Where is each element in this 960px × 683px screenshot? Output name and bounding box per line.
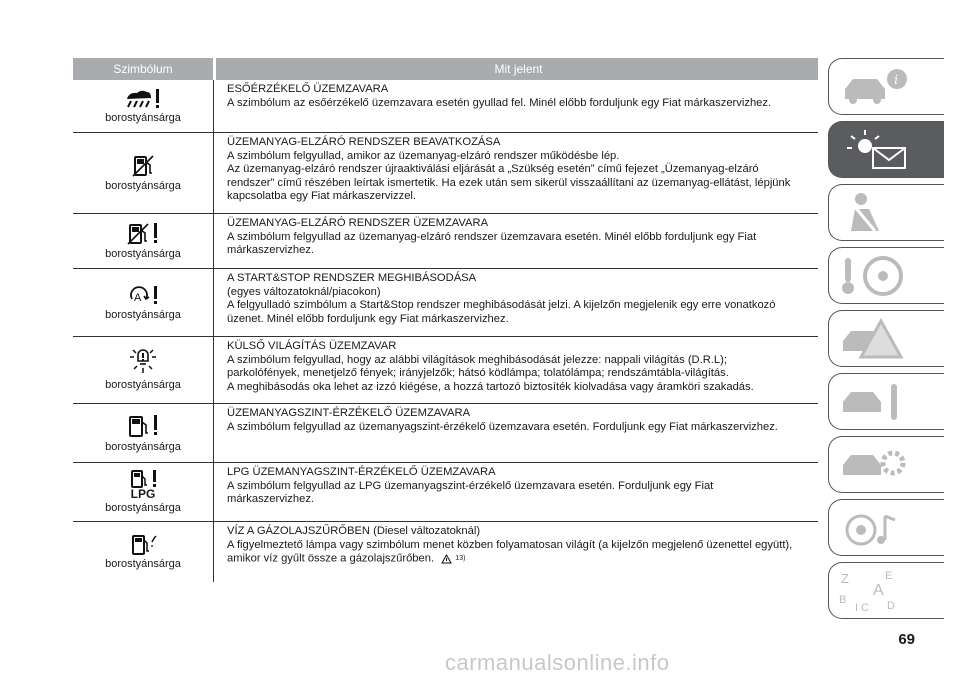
emergency-icon (839, 317, 919, 361)
fuel-level-sensor-fault-icon (126, 413, 160, 439)
warning-triangle-icon (441, 554, 452, 564)
row-title: KÜLSŐ VILÁGÍTÁS ÜZEMZAVAR (227, 340, 397, 352)
header-meaning: Mit jelent (219, 58, 818, 80)
svg-text:A: A (134, 291, 142, 304)
svg-text:Z: Z (841, 571, 849, 586)
table-row (73, 80, 818, 133)
table-row (73, 522, 818, 582)
row-text: márkaszervizhez. (227, 493, 315, 505)
lpg-fuel-level-sensor-fault-icon (127, 470, 159, 488)
row-text: rendszer” című részében leírtak ismertetik. Ha ezek után sem sikerül visszaállítani az üzemanyag-ellátást, lépjünk (227, 176, 791, 189)
warning-lights-icon (839, 128, 919, 172)
table-row (73, 337, 818, 404)
row-text: A figyelmeztető lámpa vagy szimbólum menet közben folyamatosan világít (a kijelzőn megjelenő üzenettel együtt), (227, 538, 793, 551)
row-title: ÜZEMANYAG-ELZÁRÓ RENDSZER BEAVATKOZÁSA (227, 136, 501, 148)
tab-multimedia[interactable] (828, 499, 944, 556)
row-text: A szimbólum felgyullad az üzemanyag-elzáró rendszer üzemzavara esetén. Minél előbb forduljunk egy Fiat (227, 230, 757, 243)
row-text: parkolófények, menetjelző fények; irányjelzők; hátsó ködlámpa; tolatólámpa; rendszámtábla-világítás. (227, 367, 729, 379)
color-label: borostyánsárga (105, 248, 181, 260)
color-label: borostyánsárga (105, 112, 181, 124)
row-title: A START&STOP RENDSZER MEGHIBÁSODÁSA (227, 272, 477, 284)
water-in-diesel-filter-icon (128, 534, 158, 556)
row-title: ÜZEMANYAGSZINT-ÉRZÉKELŐ ÜZEMZAVARA (227, 407, 471, 419)
tab-technical-data[interactable] (828, 436, 944, 493)
row-text: üzenet. Minél előbb forduljunk egy Fiat márkaszervizhez. (227, 312, 509, 325)
lpg-icon-text: LPG (130, 487, 156, 501)
row-text: kapcsolatba egy Fiat márkaszervizzel. (227, 190, 417, 202)
svg-text:A: A (873, 582, 884, 599)
fuel-cutoff-icon (131, 154, 155, 178)
page-number: 69 (898, 631, 915, 648)
tab-maintenance[interactable] (828, 373, 944, 430)
color-label: borostyánsárga (105, 502, 181, 514)
row-text: A felgyulladó szimbólum a Start&Stop rendszer meghibásodását jelzi. A kijelzőn megjelenik egy erre vonatkozó (227, 299, 776, 311)
row-text: A meghibásodás oka lehet az izzó kiégése, a hozzá tartozó biztosíték kiolvadása vagy áramköri szakadás. (227, 380, 754, 393)
tab-index[interactable] (828, 562, 944, 619)
exterior-light-fault-icon (128, 349, 158, 377)
footnote-ref: 13) (455, 555, 466, 562)
row-title: ÜZEMANYAG-ELZÁRÓ RENDSZER ÜZEMZAVARA (227, 217, 489, 229)
maintenance-icon (839, 380, 919, 424)
row-text: A szimbólum felgyullad az üzemanyagszint-érzékelő üzemzavara esetén. Forduljunk egy Fiat márkaszervizhez. (227, 420, 778, 433)
svg-text:E: E (885, 570, 893, 582)
header-symbol: Szimbólum (113, 62, 173, 76)
row-text: Az üzemanyag-elzáró rendszer újraaktiválási eljárását a „Szükség esetén” című fejezet „Üzemanyag-elzáró (227, 163, 759, 175)
row-text: A szimbólum felgyullad, amikor az üzemanyag-elzáró rendszer működésbe lép. (227, 149, 620, 162)
row-title: ESŐÉRZÉKELŐ ÜZEMZAVARA (227, 83, 389, 95)
table-row (73, 463, 818, 522)
svg-text:i: i (894, 73, 899, 88)
car-info-icon (839, 65, 919, 109)
row-title: VÍZ A GÁZOLAJSZŰRŐBEN (Diesel változatoknál) (227, 525, 481, 537)
index-icon (839, 569, 919, 613)
row-text: A szimbólum felgyullad az LPG üzemanyagszint-érzékelő üzemzavara esetén. Forduljunk egy Fiat (227, 479, 714, 492)
row-text: A szimbólum az esőérzékelő üzemzavara esetén gyullad fel. Minél előbb forduljunk egy Fiat márkaszervizhez. (227, 96, 772, 109)
table-header (73, 58, 818, 80)
symbol-table (73, 58, 818, 582)
table-row (73, 404, 818, 463)
color-label: borostyánsárga (105, 308, 181, 321)
color-label: borostyánsárga (105, 441, 181, 453)
table-row (73, 133, 818, 214)
svg-text:B: B (839, 594, 847, 606)
table-row (73, 269, 818, 337)
color-label: borostyánsárga (105, 558, 181, 570)
tab-warning-lights[interactable] (828, 121, 944, 178)
safety-icon (839, 191, 919, 235)
table-row (73, 214, 818, 269)
watermark: carmanualsonline.info (445, 650, 670, 675)
technical-data-icon (839, 443, 919, 487)
driving-icon (839, 254, 919, 298)
row-text: A szimbólum felgyullad, hogy az alábbi világítások meghibásodását jelezze: nappali világítás (D.R.L); (227, 353, 727, 366)
start-stop-fault-icon (127, 285, 159, 307)
row-title: LPG ÜZEMANYAGSZINT-ÉRZÉKELŐ ÜZEMZAVARA (227, 466, 496, 478)
svg-text:D: D (887, 600, 895, 612)
rain-sensor-warning-icon (123, 88, 163, 110)
row-text: (egyes változatoknál/piacokon) (227, 285, 381, 298)
color-label: borostyánsárga (105, 379, 181, 391)
row-text-line: amikor víz gyűlt össze a gázolajszűrőben. (227, 552, 435, 565)
color-label: borostyánsárga (105, 180, 181, 192)
tab-car-info[interactable] (828, 58, 944, 115)
row-text: márkaszervizhez. (227, 244, 315, 256)
tab-emergency[interactable] (828, 310, 944, 367)
svg-text:I C: I C (855, 602, 870, 613)
multimedia-icon (839, 506, 919, 550)
tab-driving[interactable] (828, 247, 944, 304)
fuel-cutoff-fault-icon (126, 222, 160, 246)
row-text (227, 552, 818, 566)
tab-safety[interactable] (828, 184, 944, 241)
